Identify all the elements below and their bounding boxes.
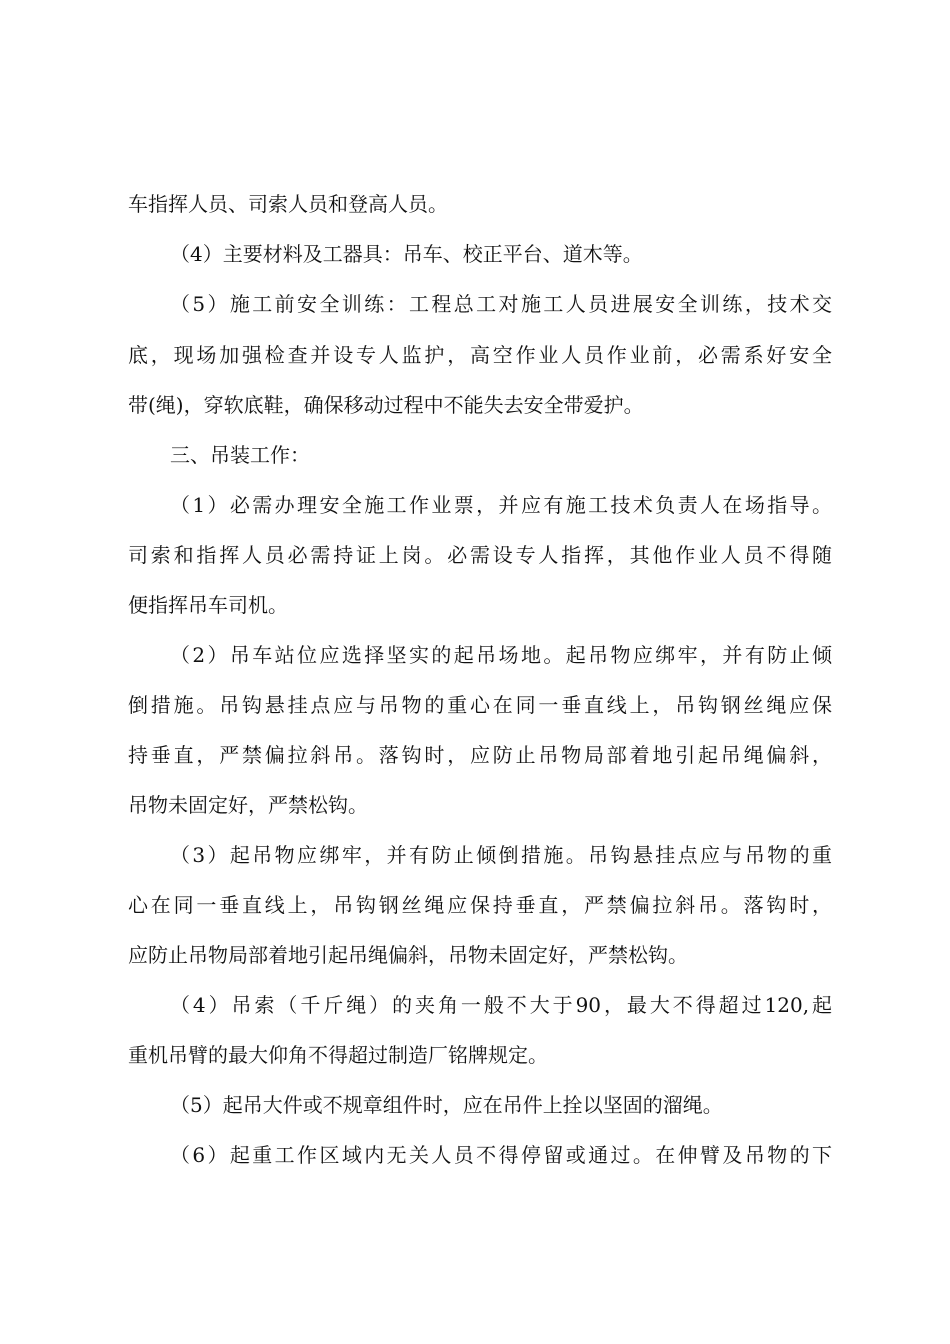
text-line: （4）吊索（千斤绳）的夹角一般不大于90，最大不得超过120,起 (170, 993, 832, 1017)
text-line: （1）必需办理安全施工作业票，并应有施工技术负责人在场指导。 (170, 493, 832, 517)
text-line: 持垂直，严禁偏拉斜吊。落钩时，应防止吊物局部着地引起吊绳偏斜， (128, 743, 832, 767)
section-heading: 三、吊装工作： (170, 443, 310, 467)
text-line: 车指挥人员、司索人员和登高人员。 (128, 192, 448, 216)
text-line: （6）起重工作区域内无关人员不得停留或通过。在伸臂及吊物的下 (170, 1143, 832, 1167)
text-line: 司索和指挥人员必需持证上岗。必需设专人指挥，其他作业人员不得随 (128, 543, 832, 567)
text-line: （4）主要材料及工器具：吊车、校正平台、道木等。 (170, 242, 643, 266)
text-line: （3）起吊物应绑牢，并有防止倾倒措施。吊钩悬挂点应与吊物的重 (170, 843, 832, 867)
text-line: 吊物未固定好，严禁松钩。 (128, 793, 368, 817)
text-line: 底，现场加强检查并设专人监护，高空作业人员作业前，必需系好安全 (128, 343, 832, 367)
text-line: 带(绳)，穿软底鞋，确保移动过程中不能失去安全带爱护。 (128, 393, 644, 417)
text-line: （5）施工前安全训练：工程总工对施工人员进展安全训练，技术交 (170, 292, 832, 316)
text-line: 便指挥吊车司机。 (128, 593, 288, 617)
text-line: 重机吊臂的最大仰角不得超过制造厂铭牌规定。 (128, 1043, 548, 1067)
text-line: （2）吊车站位应选择坚实的起吊场地。起吊物应绑牢，并有防止倾 (170, 643, 832, 667)
text-line: 应防止吊物局部着地引起吊绳偏斜，吊物未固定好，严禁松钩。 (128, 943, 688, 967)
text-line: 倒措施。吊钩悬挂点应与吊物的重心在同一垂直线上，吊钩钢丝绳应保 (128, 693, 832, 717)
text-line: 心在同一垂直线上，吊钩钢丝绳应保持垂直，严禁偏拉斜吊。落钩时， (128, 893, 832, 917)
text-line: （5）起吊大件或不规章组件时，应在吊件上拴以坚固的溜绳。 (170, 1093, 723, 1117)
